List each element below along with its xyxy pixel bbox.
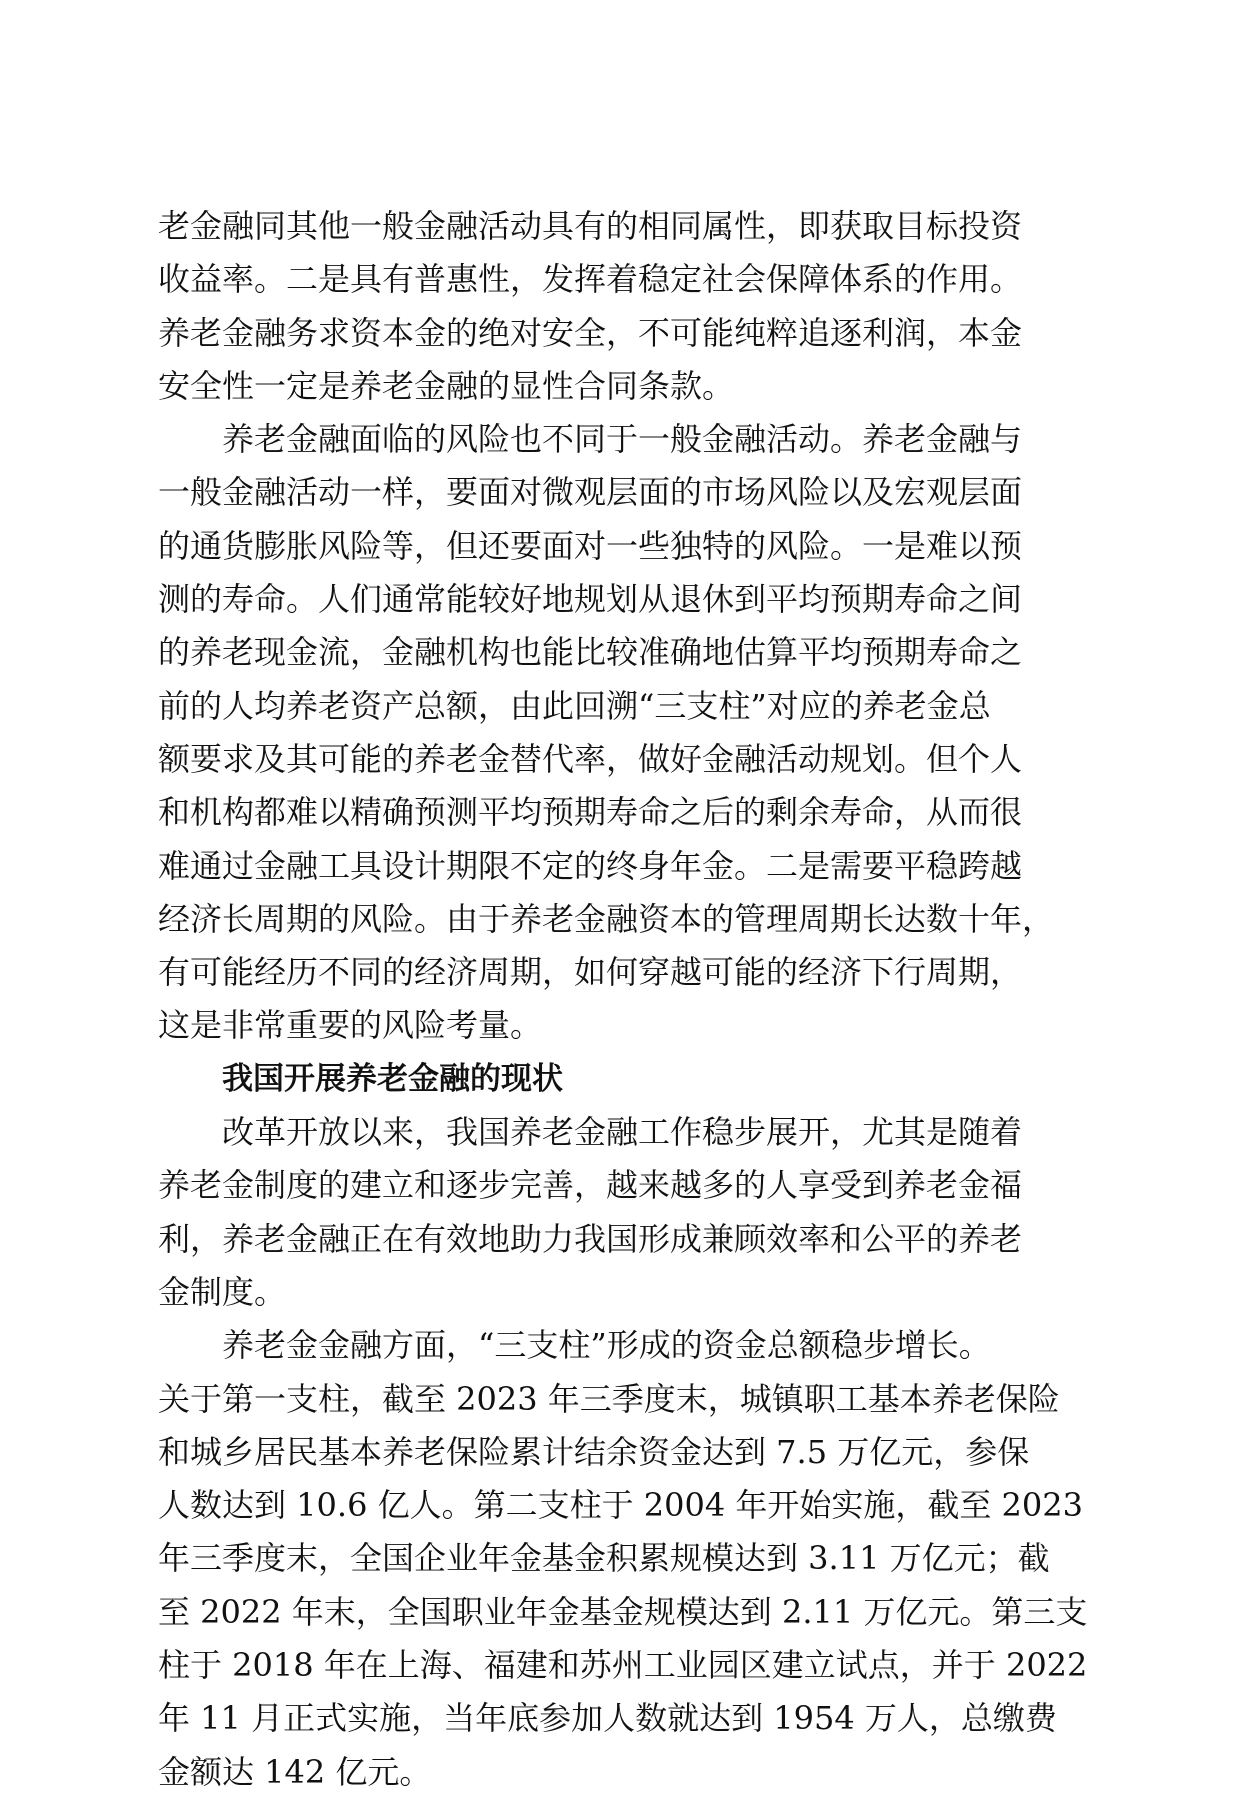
text-line: 养老金金融方面，“三支柱”形成的资金总额稳步增长。 (222, 1326, 991, 1365)
text-line: 经济长周期的风险。由于养老金融资本的管理周期长达数十年， (158, 899, 1055, 938)
text-line: 改革开放以来，我国养老金融工作稳步展开，尤其是随着 (222, 1113, 1023, 1152)
text-line: 关于第一支柱，截至 2023 年三季度末，城镇职工基本养老保险 (158, 1379, 1060, 1418)
text-line: 测的寿命。人们通常能较好地规划从退休到平均预期寿命之间 (158, 580, 1023, 619)
text-line: 老金融同其他一般金融活动具有的相同属性，即获取目标投资 (158, 207, 1023, 245)
text-line: 和机构都难以精确预测平均预期寿命之后的剩余寿命，从而很 (158, 793, 1023, 832)
text-line: 这是非常重要的风险考量。 (158, 1006, 543, 1045)
text-line: 额要求及其可能的养老金替代率，做好金融活动规划。但个人 (158, 739, 1023, 778)
document-page (158, 200, 1088, 1799)
paragraph-overview (158, 1106, 1088, 1319)
paragraph-risks (158, 413, 1088, 1053)
text-line: 养老金制度的建立和逐步完善，越来越多的人享受到养老金福 (158, 1166, 1023, 1205)
text-line: 人数达到 10.6 亿人。第二支柱于 2004 年开始实施，截至 2023 (158, 1486, 1083, 1525)
text-line: 年 11 月正式实施，当年底参加人数就达到 1954 万人，总缴费 (158, 1699, 1057, 1738)
text-line: 金额达 142 亿元。 (158, 1752, 432, 1791)
text-line: 养老金融务求资本金的绝对安全，不可能纯粹追逐利润，本金 (158, 313, 1023, 352)
text-line: 前的人均养老资产总额，由此回溯“三支柱”对应的养老金总 (158, 686, 991, 725)
section-heading: 我国开展养老金融的现状 (222, 1060, 563, 1097)
paragraph-three-pillars (158, 1319, 1088, 1799)
text-line: 和城乡居民基本养老保险累计结余资金达到 7.5 万亿元，参保 (158, 1432, 1030, 1471)
paragraph-continuation (158, 200, 1088, 413)
text-line: 有可能经历不同的经济周期，如何穿越可能的经济下行周期， (158, 953, 1023, 992)
text-line: 利，养老金融正在有效地助力我国形成兼顾效率和公平的养老 (158, 1219, 1023, 1258)
text-line: 至 2022 年末，全国职业年金基金规模达到 2.11 万亿元。第三支 (158, 1592, 1088, 1631)
text-line: 柱于 2018 年在上海、福建和苏州工业园区建立试点，并于 2022 (158, 1646, 1088, 1685)
text-line: 养老金融面临的风险也不同于一般金融活动。养老金融与 (222, 420, 1023, 459)
text-line: 难通过金融工具设计期限不定的终身年金。二是需要平稳跨越 (158, 846, 1023, 885)
text-line: 的通货膨胀风险等，但还要面对一些独特的风险。一是难以预 (158, 526, 1023, 565)
text-line: 安全性一定是养老金融的显性合同条款。 (158, 366, 735, 405)
text-line: 的养老现金流，金融机构也能比较准确地估算平均预期寿命之 (158, 633, 1023, 672)
text-line: 年三季度末，全国企业年金基金积累规模达到 3.11 万亿元；截 (158, 1539, 1050, 1578)
text-line: 收益率。二是具有普惠性，发挥着稳定社会保障体系的作用。 (158, 260, 1023, 299)
text-line: 金制度。 (158, 1272, 287, 1311)
text-line: 一般金融活动一样，要面对微观层面的市场风险以及宏观层面 (158, 473, 1023, 512)
